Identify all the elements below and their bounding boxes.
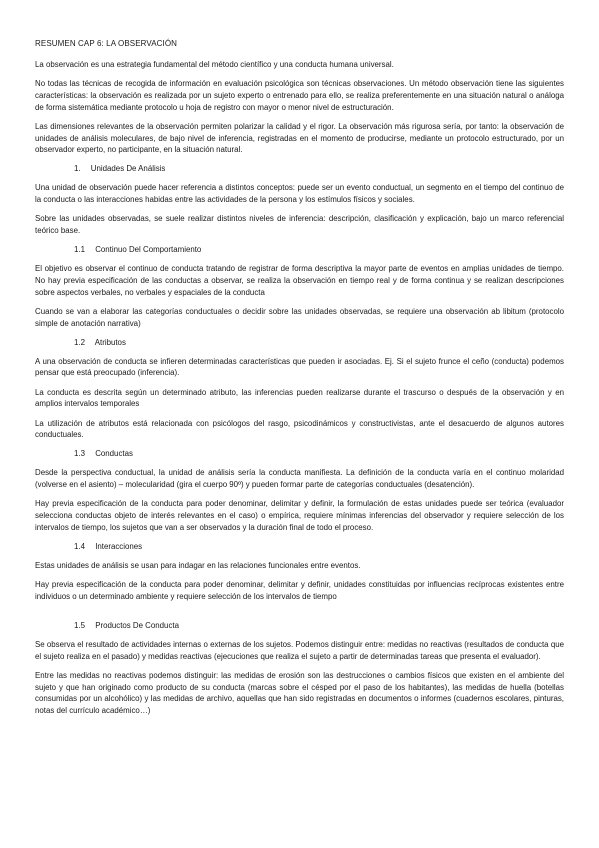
- subsection-title: Atributos: [94, 337, 126, 347]
- subsection-title: Productos De Conducta: [95, 621, 179, 631]
- section-number: 1.: [74, 164, 81, 174]
- subsection-paragraph: Hay previa especificación de la conducta para poder denominar, delimitar y definir, la formulación de estas unidades puede ser teórica (evaluador selecciona conductas objeto de interés relevantes en el caso) o empírica, requiere mínimas inferencias del observador y requiere selección de los intervalos de tiempo, los sujetos que van a ser observados y la duración final de todo el proceso.: [35, 499, 564, 532]
- section-paragraph: Una unidad de observación puede hacer referencia a distintos conceptos: puede ser un evento conductual, un segmento en el tiempo del continuo de la conducta o las interacciones habidas entre las actividades de la persona y los estímulos físicos y sociales.: [35, 183, 564, 205]
- intro-paragraph: Las dimensiones relevantes de la observación permiten polarizar la calidad y el rigor. La observación más rigurosa sería, por tanto: la observación de unidades de análisis moleculares, de bajo nivel de inferencia, registradas en el momento de producirse, mediante un protocolo estructurado, por un observador experto, no participante, en la situación natural.: [35, 121, 564, 155]
- subsection-number: 1.2: [74, 337, 85, 347]
- section-heading-unidades: [35, 163, 564, 174]
- subsection-number: 1.4: [74, 541, 85, 551]
- subsection-paragraph: A una observación de conducta se infieren determinadas características que pueden ir asociadas. Ej. Si el sujeto frunce el ceño (conducta) podemos pensar que está preocupado (inferencia).: [35, 356, 564, 378]
- document-title: RESUMEN CAP 6: LA OBSERVACIÓN: [35, 39, 178, 48]
- subsection-paragraph: Cuando se van a elaborar las categorías conductuales o decidir sobre las unidades observadas, se requiere una observación ab libitum (protocolo simple de anotación narrativa): [35, 306, 564, 328]
- intro-paragraph: La observación es una estrategia fundamental del método científico y una conducta humana universal.: [35, 60, 394, 69]
- subsection-paragraph: La conducta es descrita según un determinado atributo, las inferencias pueden realizarse durante el trascurso o después de la observación y en amplios intervalos temporales: [35, 387, 564, 409]
- section-paragraph: Sobre las unidades observadas, se suele realizar distintos niveles de inferencia: descripción, clasificación y explicación, bajo un marco referencial teórico base.: [35, 214, 564, 236]
- subsection-heading-interacciones: [35, 541, 564, 552]
- subsection-number: 1.5: [74, 621, 85, 631]
- subsection-number: 1.3: [74, 449, 85, 459]
- intro-paragraph: No todas las técnicas de recogida de información en evaluación psicológica son técnicas observaciones. Un método observación tiene las siguientes características: la observación es realizada por un sujeto experto o entrenado para ello, se realiza preferentemente en una situación natural o análoga de forma sistemática mediante protocolo u hoja de registro con mayor o menor nivel de estructuración.: [35, 79, 564, 112]
- subsection-paragraph: Hay previa especificación de la conducta para poder denominar, delimitar y definir, unidades constituidas por influencias recíprocas existentes entre individuos o un determinado ambiente y requiere selección de los intervalos de tiempo: [35, 580, 564, 601]
- subsection-title: Interacciones: [95, 541, 143, 551]
- subsection-paragraph: El objetivo es observar el continuo de conducta tratando de registrar de forma descriptiva la mayor parte de eventos en amplias unidades de tiempo. No hay previa especificación de las conductas a observar, se realiza la observación en tiempo real y de forma continua y se realizan descripciones sobre aspectos verbales, no verbales y espaciales de la conducta: [35, 264, 564, 297]
- subsection-paragraph: Se observa el resultado de actividades internas o externas de los sujetos. Podemos distinguir entre: medidas no reactivas (resultados de conducta que el sujeto realiza en el pasado) y medidas reactivas (ejecuciones que realiza el sujeto a partir de determinadas tareas que presenta el evaluador).: [35, 640, 564, 661]
- subsection-title: Conductas: [95, 449, 133, 459]
- subsection-paragraph: Entre las medidas no reactivas podemos distinguir: las medidas de erosión son las destrucciones o cambios físicos que existen en el ambiente del sujeto y que han originado como producto de su conducta (marcas sobre el césped por el paso de los habitantes), las medidas de huella (botellas consumidas por un alcohólico) y las medidas de archivo, aquellas que han sido registradas en documentos o informes (cuadernos escolares, pinturas, notas del currículo académico…): [35, 671, 564, 716]
- subsection-heading-atributos: [35, 337, 564, 348]
- spacer: [35, 610, 564, 616]
- subsection-paragraph: La utilización de atributos está relacionada con psicólogos del rasgo, psicodinámicos y constructivistas, ante el desacuerdo de algunos autores conductuales.: [35, 418, 564, 440]
- section-title: Unidades De Análisis: [90, 164, 166, 174]
- subsection-title: Continuo Del Comportamiento: [95, 245, 202, 255]
- subsection-heading-productos: [35, 620, 564, 631]
- subsection-paragraph: Desde la perspectiva conductual, la unidad de análisis sería la conducta manifiesta. La definición de la conducta varía en el continuo molaridad (volverse en el asiento) – molecularidad (gira el cuerpo 90º) y pueden formar parte de categorías conductuales (desatención).: [35, 468, 564, 490]
- subsection-paragraph: Estas unidades de análisis se usan para indagar en las relaciones funcionales entre eventos.: [35, 560, 361, 570]
- subsection-heading-continuo: [35, 244, 564, 255]
- subsection-heading-conductas: [35, 448, 564, 459]
- subsection-number: 1.1: [74, 245, 85, 255]
